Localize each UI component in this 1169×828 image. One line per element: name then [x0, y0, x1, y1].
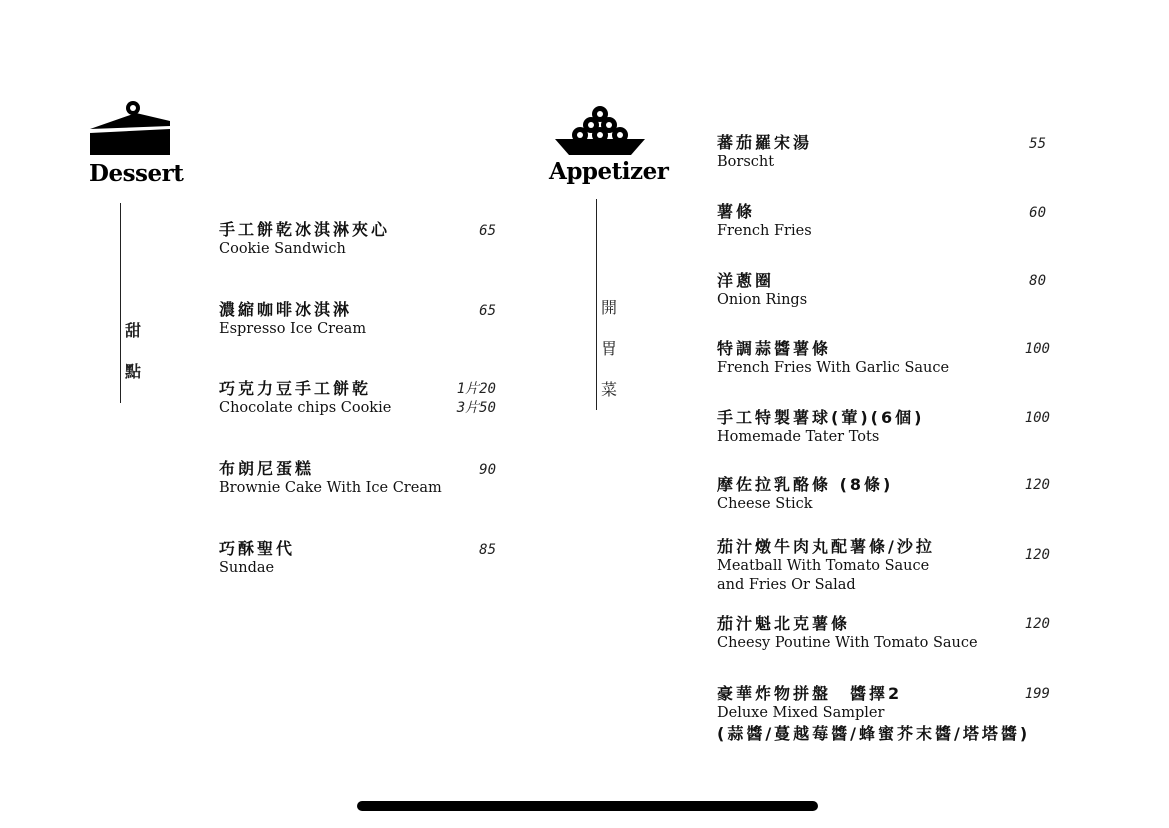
- menu-item-poutine: 茄汁魁北克薯條 Cheesy Poutine With Tomato Sauce: [717, 614, 978, 651]
- menu-item-onion-rings: 洋蔥圈 Onion Rings: [717, 271, 808, 308]
- menu-item-cookie-sandwich: 手工餅乾冰淇淋夾心 Cookie Sandwich: [219, 220, 391, 257]
- menu-item-borscht: 蕃茄羅宋湯 Borscht: [717, 133, 813, 170]
- home-indicator-bar[interactable]: [357, 801, 818, 811]
- cake-slice-icon: [88, 99, 172, 157]
- price: 100: [1024, 410, 1050, 426]
- price: 65: [479, 223, 496, 239]
- dessert-side-label: 甜 點: [125, 321, 142, 381]
- price: 199: [1024, 686, 1050, 702]
- dessert-divider: [120, 203, 121, 403]
- price: 90: [479, 462, 496, 478]
- price: 120: [1024, 477, 1050, 493]
- menu-item-chocolate-chips-cookie: 巧克力豆手工餅乾 Chocolate chips Cookie: [219, 379, 392, 416]
- menu-item-garlic-fries: 特調蒜醬薯條 French Fries With Garlic Sauce: [717, 339, 950, 376]
- menu-item-espresso-ice-cream: 濃縮咖啡冰淇淋 Espresso Ice Cream: [219, 300, 367, 337]
- menu-item-french-fries: 薯條 French Fries: [717, 202, 812, 239]
- price: 80: [1029, 273, 1046, 289]
- price: 120: [1024, 547, 1050, 563]
- menu-item-brownie-cake: 布朗尼蛋糕 Brownie Cake With Ice Cream: [219, 459, 442, 496]
- price: 65: [479, 303, 496, 319]
- price: 120: [1024, 616, 1050, 632]
- price: 60: [1029, 205, 1046, 221]
- menu-item-cheese-stick: 摩佐拉乳酪條 (8條) Cheese Stick: [717, 475, 894, 512]
- price: 55: [1029, 136, 1046, 152]
- snack-plate-icon: [553, 104, 647, 158]
- dessert-title: Dessert: [89, 160, 184, 187]
- menu-item-deluxe-sampler: 豪華炸物拼盤 醬擇2 Deluxe Mixed Sampler (蒜醬/蔓越莓醬/蜂蜜芥末醬/塔塔醬): [717, 684, 1031, 743]
- menu-item-meatball: 茄汁燉牛肉丸配薯條/沙拉 Meatball With Tomato Sauce and Fries Or Salad: [717, 537, 935, 593]
- price: 85: [479, 542, 496, 558]
- menu-item-sundae: 巧酥聖代 Sundae: [219, 539, 296, 576]
- appetizer-title: Appetizer: [549, 158, 669, 185]
- price-multi: 1片20 3片50: [456, 381, 496, 416]
- appetizer-side-label: 開 胃 菜: [601, 298, 618, 399]
- price: 100: [1024, 341, 1050, 357]
- appetizer-divider: [596, 199, 597, 410]
- menu-item-tater-tots: 手工特製薯球(葷)(6個) Homemade Tater Tots: [717, 408, 925, 445]
